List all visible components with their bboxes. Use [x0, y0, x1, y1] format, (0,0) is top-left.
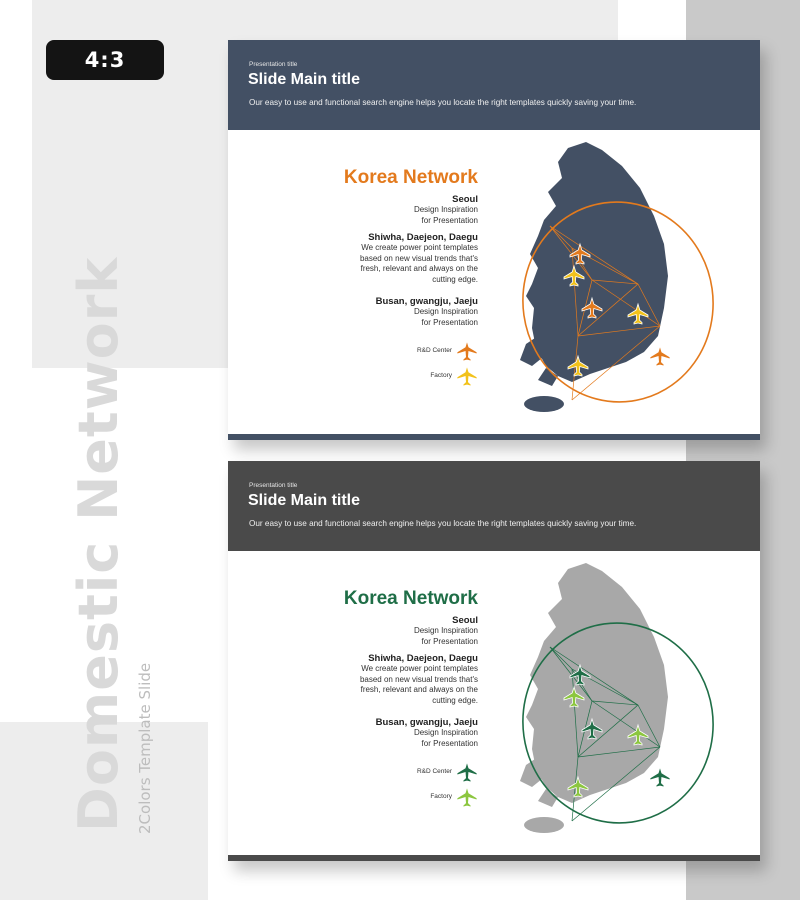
location-text: based on new visual trends that's — [359, 674, 478, 684]
network-title: Korea Network — [343, 588, 478, 609]
side-title: Domestic Network — [67, 256, 130, 832]
location-group-seoul — [414, 194, 478, 226]
legend-factory-label: Factory — [430, 372, 452, 379]
location-text: for Presentation — [421, 317, 478, 327]
location-text: based on new visual trends that's — [359, 253, 478, 263]
location-text: We create power point templates — [361, 664, 478, 673]
aspect-ratio-badge: 4:3 — [46, 40, 164, 80]
location-group-central — [360, 653, 478, 706]
location-title: Busan, gwangju, Jaeju — [375, 296, 478, 307]
airplane-icon — [456, 365, 478, 387]
korea-network-map — [498, 136, 728, 416]
location-text: Design Inspiration — [413, 205, 478, 214]
location-text: cutting edge. — [432, 695, 478, 705]
location-text: Design Inspiration — [413, 307, 478, 316]
location-title: Shiwha, Daejeon, Daegu — [368, 653, 478, 664]
network-title: Korea Network — [343, 167, 478, 188]
slide-header — [228, 461, 760, 551]
location-text: for Presentation — [421, 738, 478, 748]
slide-main-title: Slide Main title — [248, 71, 361, 88]
presentation-title-label: Presentation title — [249, 61, 298, 68]
location-group-south — [376, 296, 478, 328]
airplane-icon — [456, 761, 478, 783]
location-text: We create power point templates — [361, 243, 478, 252]
airplane-icon — [456, 786, 478, 808]
slide-main-title: Slide Main title — [248, 492, 361, 509]
location-group-central — [360, 232, 478, 285]
location-text: for Presentation — [421, 636, 478, 646]
jeju-island — [524, 396, 564, 412]
side-subtitle: 2Colors Template Slide — [136, 662, 154, 834]
airplane-icon — [650, 346, 670, 366]
location-title: Seoul — [452, 194, 478, 205]
presentation-title-label: Presentation title — [249, 482, 298, 489]
airplane-icon — [456, 340, 478, 362]
airplane-icon — [650, 767, 670, 787]
location-title: Shiwha, Daejeon, Daegu — [368, 232, 478, 243]
location-group-seoul — [414, 615, 478, 647]
slide-footer-bar — [228, 855, 760, 861]
location-text: fresh, relevant and always on the — [360, 264, 478, 274]
location-text: Design Inspiration — [413, 626, 478, 635]
slide-footer-bar — [228, 434, 760, 440]
legend-rd-label: R&D Center — [416, 768, 452, 775]
location-title: Seoul — [452, 615, 478, 626]
legend-factory-label: Factory — [430, 793, 452, 800]
slide-description: Our easy to use and functional search engine helps you locate the right templates quickly saving your time. — [249, 519, 637, 528]
location-group-south — [376, 717, 478, 749]
location-title: Busan, gwangju, Jaeju — [375, 717, 478, 728]
location-text: for Presentation — [421, 215, 478, 225]
slide-header — [228, 40, 760, 130]
location-text: fresh, relevant and always on the — [360, 685, 478, 695]
slide-preview-green[interactable] — [228, 461, 760, 861]
legend-rd-label: R&D Center — [416, 347, 452, 354]
slide-description: Our easy to use and functional search engine helps you locate the right templates quickly saving your time. — [249, 98, 637, 107]
jeju-island — [524, 817, 564, 833]
slide-preview-blue[interactable] — [228, 40, 760, 440]
korea-network-map — [498, 557, 728, 837]
location-text: cutting edge. — [432, 274, 478, 284]
location-text: Design Inspiration — [413, 728, 478, 737]
